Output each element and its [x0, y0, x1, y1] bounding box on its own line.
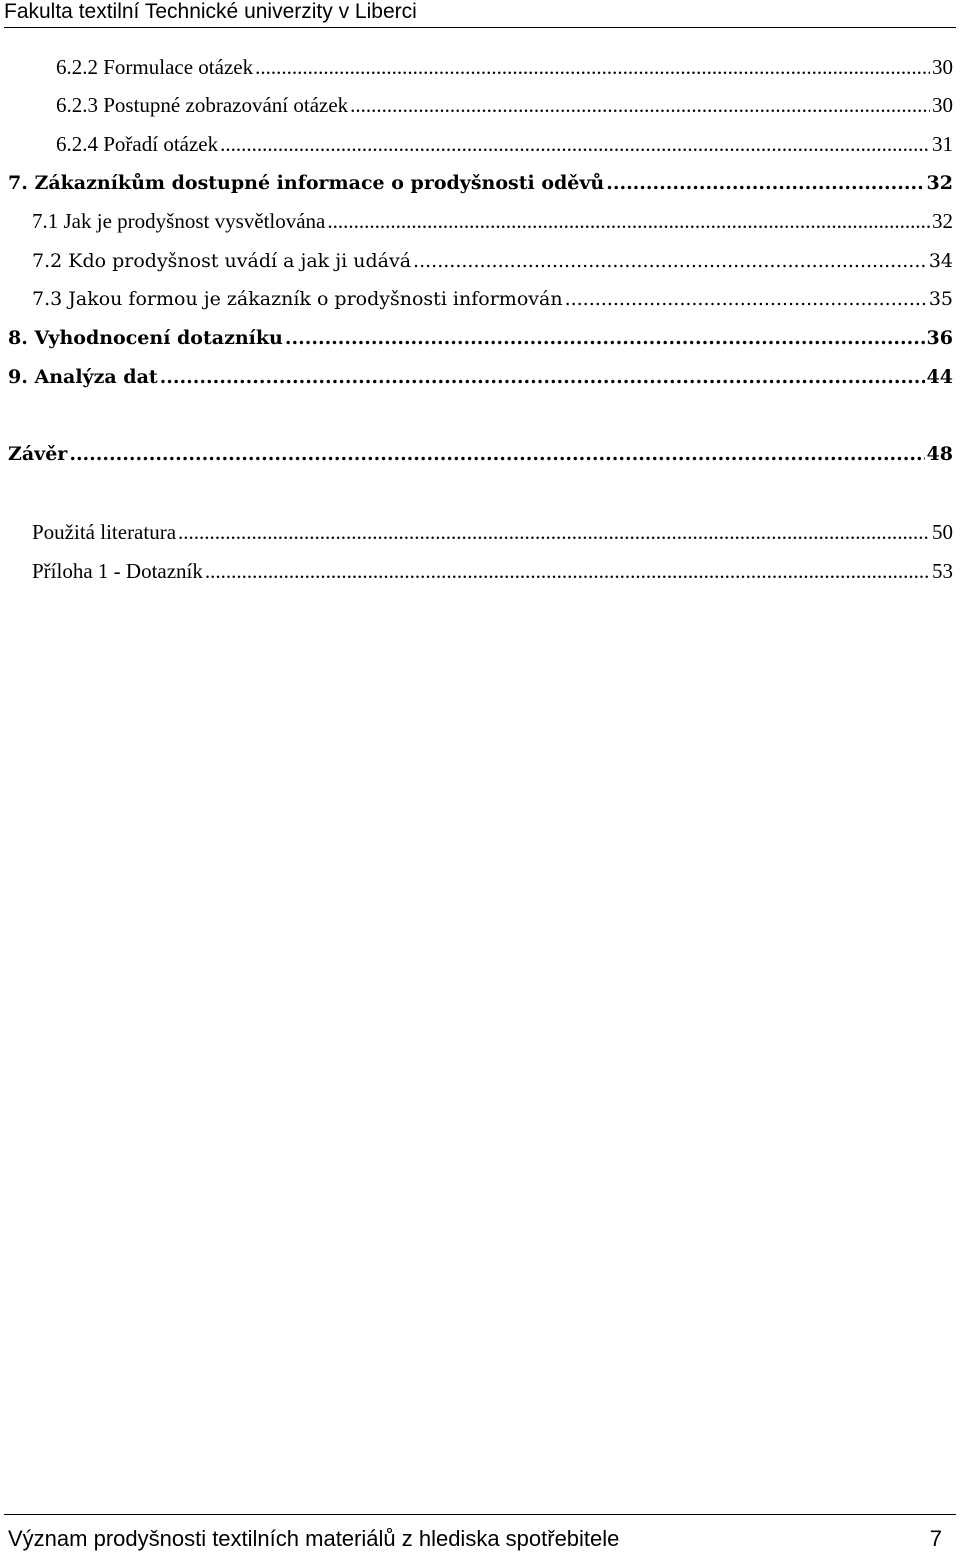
toc-entry-7[interactable] — [8, 168, 953, 198]
toc-entry-page: 32 — [926, 172, 953, 194]
toc-dot-leader — [160, 362, 925, 392]
toc-dot-leader — [178, 517, 930, 547]
header-divider — [4, 27, 956, 28]
page-number: 7 — [929, 1526, 942, 1551]
toc-entry-page: 36 — [926, 327, 953, 349]
running-footer — [8, 1524, 942, 1554]
toc-dot-leader — [565, 284, 927, 314]
toc-dot-leader — [285, 323, 925, 353]
toc-entry-page: 30 — [932, 93, 953, 117]
toc-entry-6-2-2[interactable] — [56, 52, 953, 82]
toc-entry-title: 6.2.3 Postupné zobrazování otázek — [56, 93, 349, 117]
toc-entry-page: 48 — [926, 443, 953, 465]
toc-entry-literatura[interactable] — [32, 517, 953, 547]
toc-entry-zaver[interactable] — [8, 439, 953, 469]
toc-dot-leader — [220, 129, 930, 159]
toc-entry-page: 44 — [926, 366, 953, 388]
running-header: Fakulta textilní Technické univerzity v Liberci — [4, 0, 417, 23]
toc-dot-leader — [327, 206, 930, 236]
toc-entry-title: Příloha 1 - Dotazník — [32, 559, 203, 583]
toc-dot-leader — [205, 556, 930, 586]
toc-dot-leader — [69, 439, 924, 469]
footer-divider — [4, 1514, 956, 1515]
toc-entry-title: 7. Zákazníkům dostupné informace o prodyšnosti oděvů — [8, 172, 605, 194]
toc-entry-page: 31 — [932, 132, 953, 156]
toc-dot-leader — [413, 246, 927, 276]
toc-entry-page: 30 — [932, 55, 953, 79]
toc-entry-title: 7.2 Kdo prodyšnost uvádí a jak ji udává — [32, 250, 412, 272]
toc-entry-page: 34 — [928, 250, 953, 272]
toc-entry-6-2-3[interactable] — [56, 90, 953, 120]
toc-entry-title: 7.1 Jak je prodyšnost vysvětlována — [32, 209, 326, 233]
toc-entry-title: Závěr — [8, 443, 68, 465]
toc-entry-6-2-4[interactable] — [56, 129, 953, 159]
toc-entry-title: 9. Analýza dat — [8, 366, 158, 388]
toc-entry-title: 8. Vyhodnocení dotazníku — [8, 327, 283, 349]
toc-entry-page: 32 — [932, 209, 953, 233]
toc-entry-title: Použitá literatura — [32, 520, 177, 544]
toc-entry-page: 53 — [932, 559, 953, 583]
toc-dot-leader — [350, 90, 930, 120]
footer-title: Význam prodyšnosti textilních materiálů z hlediska spotřebitele — [8, 1526, 620, 1551]
toc-entry-7-3[interactable] — [32, 284, 953, 314]
toc-entry-8[interactable] — [8, 323, 953, 353]
toc-dot-leader — [606, 168, 924, 198]
toc-entry-title: 7.3 Jakou formou je zákazník o prodyšnosti informován — [32, 288, 563, 310]
toc-entry-9[interactable] — [8, 362, 953, 392]
toc-entry-7-2[interactable] — [32, 246, 953, 276]
toc-entry-title: 6.2.2 Formulace otázek — [56, 55, 254, 79]
toc-dot-leader — [255, 52, 930, 82]
toc-entry-page: 50 — [932, 520, 953, 544]
toc-entry-title: 6.2.4 Pořadí otázek — [56, 132, 219, 156]
toc-entry-7-1[interactable] — [32, 206, 953, 236]
toc-entry-priloha-1[interactable] — [32, 556, 953, 586]
toc-entry-page: 35 — [928, 288, 953, 310]
